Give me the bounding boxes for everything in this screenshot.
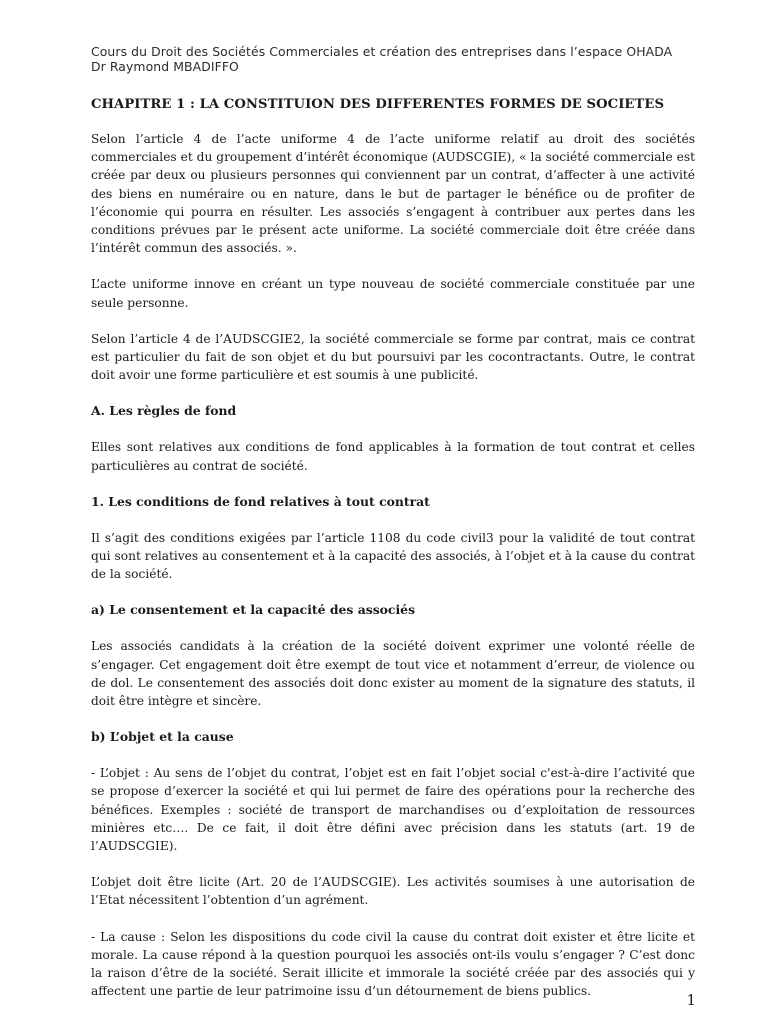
header-author: Dr Raymond MBADIFFO xyxy=(91,59,239,74)
paragraph-cause: - La cause : Selon les dispositions du code civil la cause du contrat doit exister et être licite et morale. La cause répond à la question pourquoi les associés ont-ils voulu s’engager ? C’est donc la raison d’être de la société. Serait illicite et immorale la société créée par des associés qui y affectent une partie de leur patrimoine issu d’un détournement de biens publics. xyxy=(91,929,695,999)
heading-consent-capacity: a) Le consentement et la capacité des associés xyxy=(91,602,416,618)
document-body xyxy=(91,96,695,1001)
paragraph-consent: Les associés candidats à la création de la société doivent exprimer une volonté réelle de s’engager. Cet engagement doit être exempt de tout vice et notamment d’erreur, de violence ou de dol. Le consentement des associés doit donc exister au moment de la signature des statuts, il doit être intègre et sincère. xyxy=(91,639,695,709)
paragraph-single-person-company: L’acte uniforme innove en créant un type nouveau de société commerciale constituée par une seule personne. xyxy=(91,277,695,310)
heading-section-1: 1. Les conditions de fond relatives à tout contrat xyxy=(91,493,430,509)
heading-section-a: A. Les règles de fond xyxy=(91,403,237,419)
paragraph-substantive-rules: Elles sont relatives aux conditions de fond applicables à la formation de tout contrat et celles particulières au contrat de société. xyxy=(91,440,695,473)
page-number: 1 xyxy=(686,991,696,1009)
paragraph-object: - L’objet : Au sens de l’objet du contrat, l’objet est en fait l’objet social c'est-à-dire l’activité que se propose d’exercer la société et qui lui permet de faire des opérations pour la recherche des bénéfices. Exemples : société de transport de marchandises ou d’exploitation de ressources minières etc…. De ce fait, il doit être défini avec précision dans les statuts (art. 19 de l’AUDSCGIE). xyxy=(91,766,695,854)
heading-object-cause: b) L’objet et la cause xyxy=(91,729,234,745)
paragraph-contract-formation: Selon l’article 4 de l’AUDSCGIE2, la société commerciale se forme par contrat, mais ce contrat est particulier du fait de son objet et du but poursuivi par les cocontractants. Outre, le contrat doit avoir une forme particulière et est soumis à une publicité. xyxy=(91,331,695,383)
header-course-title: Cours du Droit des Sociétés Commerciales et création des entreprises dans l’espace OHADA xyxy=(91,44,673,59)
paragraph-object-licit: L’objet doit être licite (Art. 20 de l’AUDSCGIE). Les activités soumises à une autorisation de l’Etat nécessitent l’obtention d’un agrément. xyxy=(91,875,695,908)
paragraph-article-4-definition: Selon l’article 4 de l’acte uniforme 4 de l’acte uniforme relatif au droit des sociétés commerciales et du groupement d’intérêt économique (AUDSCGIE), « la société commerciale est créée par deux ou plusieurs personnes qui conviennent par un contrat, d’affecter à une activité des biens en numéraire ou en nature, dans le but de partager le bénéfice ou de profiter de l’économie qui pourra en résulter. Les associés s’engagent à contribuer aux pertes dans les conditions prévues par le présent acte uniforme. La société commerciale doit être créée dans l’intérêt commun des associés. ». xyxy=(91,132,695,256)
paragraph-article-1108: Il s’agit des conditions exigées par l’article 1108 du code civil3 pour la validité de tout contrat qui sont relatives au consentement et à la capacité des associés, à l’objet et à la cause du contrat de la société. xyxy=(91,530,695,582)
running-header xyxy=(91,44,711,74)
chapter-title: CHAPITRE 1 : LA CONSTITUION DES DIFFERENTES FORMES DE SOCIETES xyxy=(91,97,665,112)
